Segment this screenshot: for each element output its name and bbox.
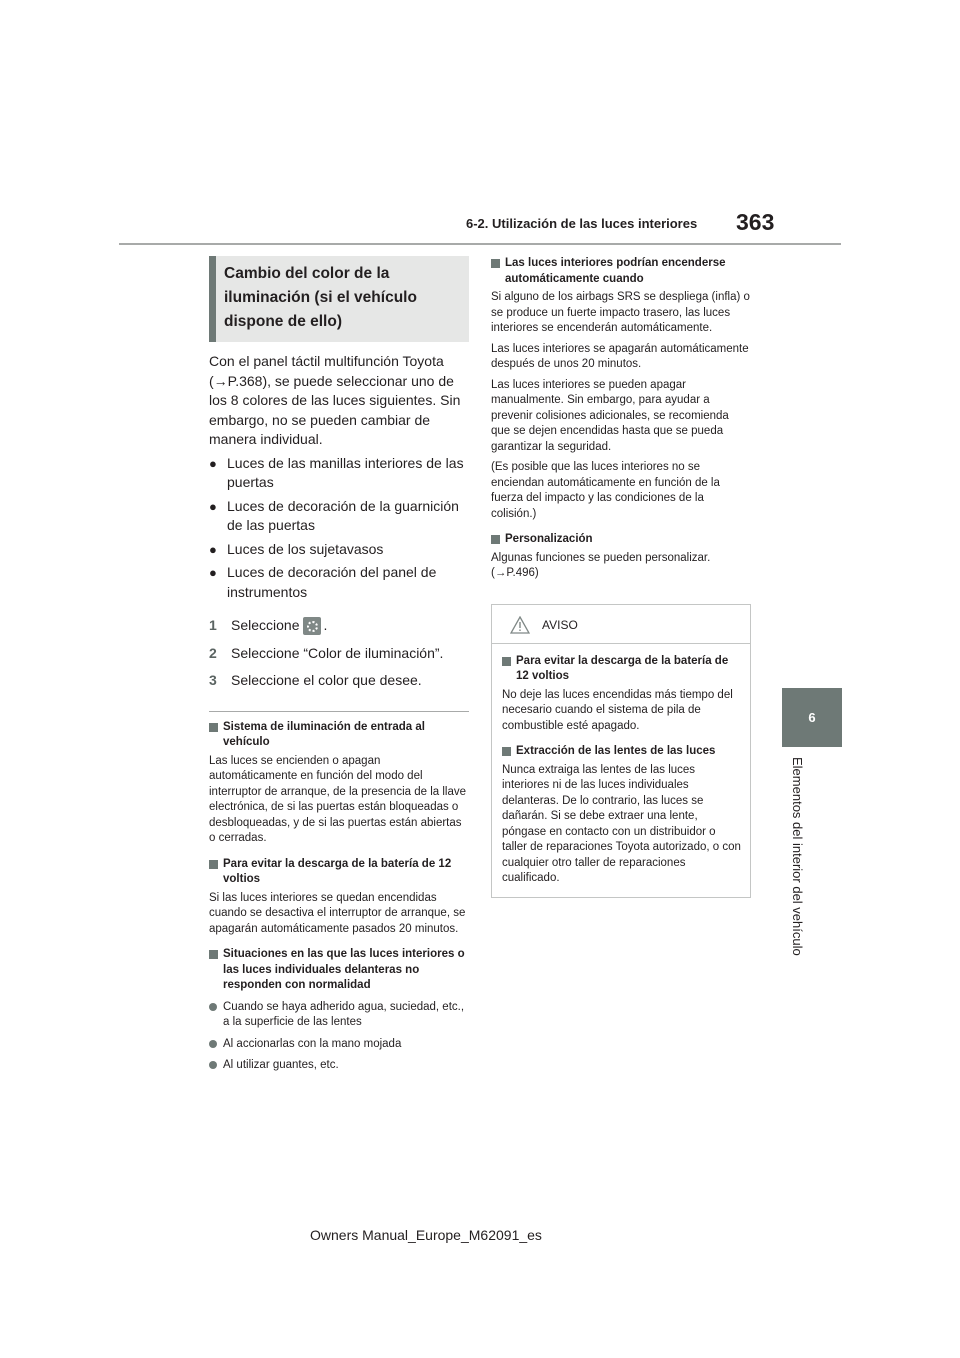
list-item: ● Luces de las manillas interiores de las puertas — [209, 454, 469, 493]
square-bullet-icon — [209, 860, 218, 869]
circle-bullet-icon — [209, 1040, 217, 1048]
list-item: ● Luces de decoración del panel de instrumentos — [209, 563, 469, 602]
step-number: 3 — [209, 672, 217, 688]
note-text: Algunas funciones se pueden personalizar. (→P.496) — [491, 551, 711, 579]
square-bullet-icon — [209, 950, 218, 959]
section-heading: Cambio del color de la iluminación (si el vehículo dispone de ello) — [209, 256, 469, 342]
note-text: Si alguno de los airbags SRS se despliega (infla) o se produce un fuerte impacto trasero, las luces interiores se encenderán automáticamente. — [491, 291, 750, 334]
header-title: 6-2. Utilización de las luces interiores — [466, 216, 698, 231]
note-heading: Para evitar la descarga de la batería de 12 voltios — [209, 857, 469, 888]
note-heading: Personalización — [491, 532, 751, 548]
step-3 — [209, 671, 469, 691]
circle-bullet-icon — [209, 1061, 217, 1069]
bullet-icon: ● — [209, 498, 217, 514]
square-bullet-icon — [502, 747, 511, 756]
square-bullet-icon — [491, 259, 500, 268]
note-text: (Es posible que las luces interiores no se enciendan automáticamente en función de la fuerza del impacto y las condiciones de la colisión.) — [491, 461, 720, 520]
step-text: Seleccione “Color de iluminación”. — [231, 644, 444, 661]
note-text: Las luces interiores se pueden apagar manualmente. Sin embargo, para ayudar a prevenir colisiones adicionales, se recomienda que se dejen encendidas hasta que se pueda garantizar la seguridad. — [491, 378, 729, 453]
bullet-icon: ● — [209, 455, 217, 471]
footer: Owners Manual_Europe_M62091_es — [310, 1227, 542, 1243]
step-1 — [209, 616, 469, 636]
square-bullet-icon — [209, 723, 218, 732]
section-intro: Con el panel táctil multifunción Toyota (→P.368), se puede seleccionar uno de los 8 colores de las luces siguientes. Sin embargo, no se pueden cambiar de manera individual. — [209, 353, 461, 447]
note-text: Nunca extraiga las lentes de las luces interiores ni de las luces individuales delanteras. De lo contrario, las luces se dañarán. Si se debe extraer una lente, póngase en contacto con un distribuidor o taller de reparaciones Toyota autorizado, o con cualquier otro taller de reparaciones cualificado. — [502, 763, 741, 884]
step-text: Seleccione el color que desee. — [231, 672, 422, 688]
note-text: Si las luces interiores se quedan encendidas cuando se desactiva el interruptor de arranque, se apagarán automáticamente pasados 20 minutos. — [209, 891, 466, 935]
gear-icon — [303, 617, 321, 635]
step-number: 1 — [209, 617, 217, 633]
square-bullet-icon — [491, 535, 500, 544]
right-column — [491, 256, 751, 898]
note-text: Las luces interiores se apagarán automáticamente después de unos 20 minutos. — [491, 342, 749, 370]
note-heading: Sistema de iluminación de entrada al vehículo — [209, 720, 469, 751]
step-number: 2 — [209, 644, 217, 661]
note-heading: Las luces interiores podrían encenderse automáticamente cuando — [491, 256, 751, 287]
step-text: Seleccione — [231, 617, 300, 633]
circle-bullet-icon — [209, 1003, 217, 1011]
note-heading: Extracción de las lentes de las luces — [502, 744, 742, 760]
divider — [209, 711, 469, 712]
chapter-tab[interactable]: 6 — [782, 688, 842, 747]
step-text-end: . — [323, 617, 328, 633]
header-rule — [119, 243, 841, 245]
list-item: Al utilizar guantes, etc. — [209, 1058, 469, 1074]
warning-rule — [492, 643, 750, 644]
bullet-icon: ● — [209, 565, 217, 580]
note-heading: Situaciones en las que las luces interiores o las luces individuales delanteras no responden con normalidad — [209, 947, 469, 994]
list-item: Cuando se haya adherido agua, suciedad, etc., a la superficie de las lentes — [209, 1000, 469, 1031]
note-text: Las luces se encienden o apagan automáticamente en función del modo del interruptor de arranque, de la presencia de la llave electrónica, de si las puertas están bloqueadas o desbloqueadas, y de si las puertas están abiertas o cerradas. — [209, 754, 466, 844]
warning-triangle-icon — [510, 616, 530, 634]
chapter-label: Elementos del interior del vehículo — [790, 757, 805, 956]
list-item: ● Luces de los sujetavasos — [209, 540, 469, 560]
note-text: No deje las luces encendidas más tiempo del necesario cuando el sistema de pila de combustible esté apagado. — [502, 688, 733, 732]
warning-box — [491, 604, 751, 898]
list-item: Al accionarlas con la mano mojada — [209, 1037, 469, 1053]
left-column — [209, 256, 469, 1074]
square-bullet-icon — [502, 657, 511, 666]
note-heading: Para evitar la descarga de la batería de 12 voltios — [502, 654, 742, 685]
step-2 — [209, 644, 469, 664]
warning-label: AVISO — [542, 617, 578, 632]
bullet-icon: ● — [209, 541, 217, 557]
warning-header — [502, 611, 742, 639]
list-item: ● Luces de decoración de la guarnición de las puertas — [209, 497, 469, 536]
page-number: 363 — [736, 209, 775, 235]
